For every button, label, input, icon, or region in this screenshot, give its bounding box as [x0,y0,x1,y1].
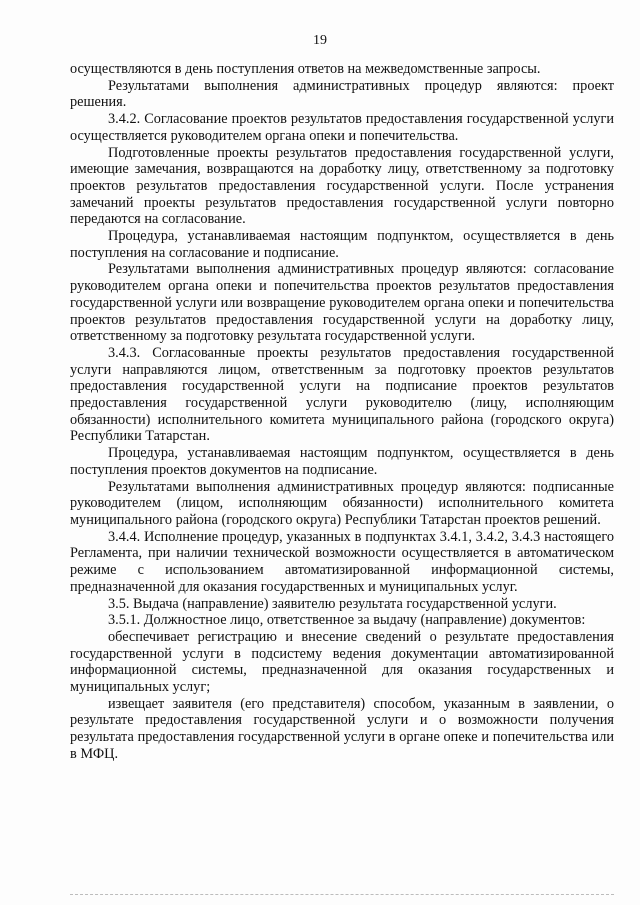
paragraph: Результатами выполнения административных процедур являются: подписанные руководителем (лицом, исполняющим обязанности) исполнительного комитета муниципального района (городского округа) Республики Татарстан проектов решений. [70,478,614,528]
paragraph: Процедура, устанавливаемая настоящим подпунктом, осуществляется в день поступления проектов документов на подписание. [70,445,614,478]
paragraph: осуществляются в день поступления ответов на межведомственные запросы. [70,61,541,77]
page-number: 19 [313,33,327,48]
paragraph: 3.5. Выдача (направление) заявителю результата государственной услуги. [108,595,557,612]
footer-rule [70,894,614,895]
paragraph: Результатами выполнения административных процедур являются: проект решения. [70,77,614,111]
paragraph: извещает заявителя (его представителя) способом, указанным в заявлении, о результате предоставления государственной услуги и о возможности получения результата предоставления государственной услуги в органе опеке и попечительства или в МФЦ. [70,695,614,762]
paragraph: Результатами выполнения административных процедур являются: согласование руководителем органа опеки и попечительства проектов результатов предоставления государственной услуги или возвращение руководителем органа опеки и попечительства проектов результатов предоставления государственной услуги на доработку лицу, ответственному за подготовку результата государственной услуги. [70,261,614,345]
paragraph: обеспечивает регистрацию и внесение сведений о результате предоставления государственной услуги в подсистему ведения документации автоматизированной информационной системы, предназначенной для оказания государственных и муниципальных услуг; [70,628,614,696]
paragraph: 3.4.4. Исполнение процедур, указанных в подпунктах 3.4.1, 3.4.2, 3.4.3 настоящего Регламента, при наличии технической возможности осуществляется в автоматическом режиме с использованием автоматизированной информационной системы, предназначенной для оказания государственных и муниципальных услуг. [70,528,614,595]
document-body [70,61,614,763]
paragraph: 3.4.3. Согласованные проекты результатов предоставления государственной услуги направляются лицом, ответственным за подготовку проектов результатов предоставления государственной услуги на подписание проектов результатов предоставления государственной услуги руководителю (лицу, исполняющим обязанности) исполнительного комитета муниципального района (городского округа) Республики Татарстан. [70,344,614,445]
paragraph: Подготовленные проекты результатов предоставления государственной услуги, имеющие замечания, возвращаются на доработку лицу, ответственному за подготовку проектов результатов предоставления государственной услуги. После устранения замечаний проекты результатов предоставления государственной услуги повторно передаются на согласование. [70,144,614,228]
paragraph: 3.5.1. Должностное лицо, ответственное за выдачу (направление) документов: [108,612,586,629]
paragraph: 3.4.2. Согласование проектов результатов предоставления государственной услуги осуществляется руководителем органа опеки и попечительства. [70,111,614,144]
paragraph: Процедура, устанавливаемая настоящим подпунктом, осуществляется в день поступления на согласование и подписание. [70,228,614,261]
